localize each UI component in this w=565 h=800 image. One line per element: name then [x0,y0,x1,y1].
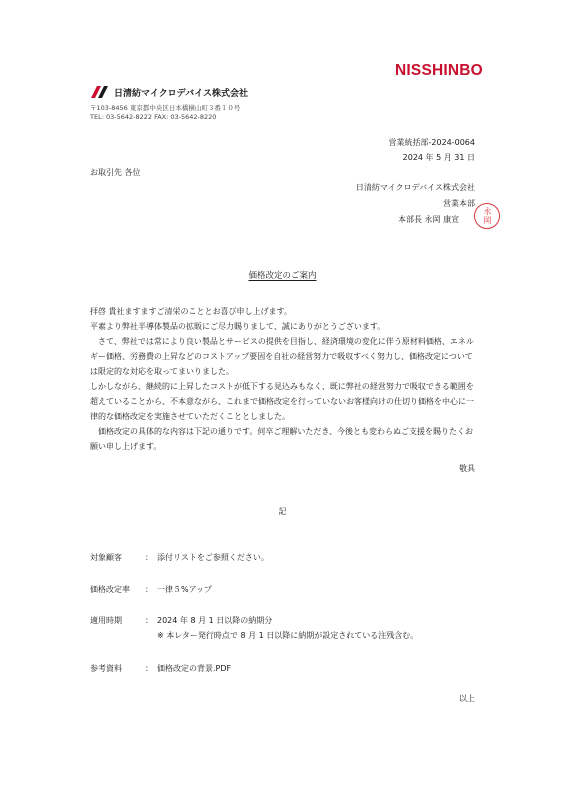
sender-person: 本部長 永岡 康宣 [398,215,460,224]
separator: ： [145,553,153,562]
target-customers-row [90,552,269,563]
period-row [90,615,272,626]
greeting-paragraph: 拝啓 貴社ますますご清栄のこととお喜び申し上げます。 [90,307,292,316]
reason-paragraph: しかしながら、継続的に上昇したコストが低下する見込みもなく、既に弊社の経営努力で吸収できる範囲を超えていることから、不本意ながら、これまで価格改定を行っていないお客様向けの仕切り価格を中心に一律的な価格改定を実施させていただくこととしました。 [90,382,474,421]
document-title-text: 価格改定のご案内 [248,271,317,281]
rate-row [90,584,212,595]
seal-stamp [474,203,500,229]
closing-keigu: 敬具 [459,464,475,473]
separator: ： [145,616,153,625]
company-logo [90,84,248,100]
document-title [0,263,565,282]
sender-department: 営業本部 [443,199,475,208]
reference-label: 参考資料 [90,664,122,673]
letter-body [90,304,478,454]
separator: ： [145,585,153,594]
period-value: 2024 年 8 月 1 日以降の納期分 [157,616,273,625]
rate-label: 価格改定率 [90,585,130,594]
document-number: 営業統括部-2024-0064 [388,138,475,147]
background-paragraph: さて、弊社では常により良い製品とサービスの提供を目指し、経済環境の変化に伴う原材料価格、エネルギー価格、労務費の上昇などのコストアップ要因を自社の経営努力で吸収すべく努力し、価格改定については限定的な対応を取ってまいりました。 [90,337,474,376]
closing-ijou: 以上 [459,694,475,703]
svg-text:NISSHINBO: NISSHINBO [395,62,483,78]
company-tel-fax: TEL: 03-5642-8222 FAX: 03-5642-8220 [90,113,217,121]
recipient: お取引先 各位 [90,168,141,177]
separator: ： [145,664,153,673]
reference-value: 価格改定の背景.PDF [157,664,232,673]
company-address: 〒103-8456 東京都中央区日本橋横山町３番１０号 [90,104,241,112]
period-label: 適用時期 [90,616,122,625]
document-date: 2024 年 5 月 31 日 [402,153,475,162]
sender-company: 日清紡マイクロデバイス株式会社 [355,183,475,192]
target-customers-label: 対象顧客 [90,553,122,562]
company-mark-icon [90,85,110,99]
rate-value: 一律５%アップ [157,585,213,594]
nisshinbo-logo [395,60,505,78]
reference-row [90,663,231,674]
period-note: ※ 本レター発行時点で 8 月 1 日以降に納期が設定されている注残含む。 [157,631,419,640]
target-customers-value: 添付リストをご参照ください。 [157,553,269,562]
request-paragraph: 価格改定の具体的な内容は下記の通りです。何卒ご理解いただき、今後とも変わらぬご支援を賜りたくお願い申し上げます。 [90,427,474,451]
ki-heading: 記 [278,507,287,516]
thanks-paragraph: 平素より弊社半導体製品の拡販にご尽力賜りまして、誠にありがとうございます。 [90,322,386,331]
company-logo-text: 日清紡マイクロデバイス株式会社 [114,88,249,99]
seal-text: 永岡 [483,207,492,225]
nisshinbo-logo-graphic [395,60,505,78]
